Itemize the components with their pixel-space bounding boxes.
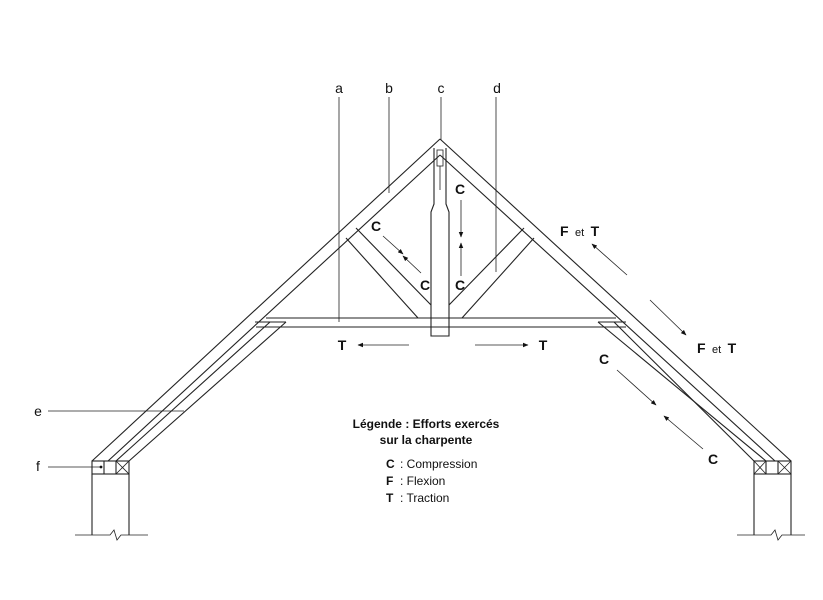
left-rafter (92, 139, 440, 461)
legend-text: : Traction (400, 491, 450, 505)
legend-item-compression (386, 456, 516, 473)
legend-title-line1: Légende : Efforts exercés (352, 417, 500, 431)
label-e: e (34, 403, 42, 419)
force-post-bottom: C (454, 277, 466, 293)
legend-item-traction (386, 490, 516, 507)
legend-item-flexion (386, 473, 516, 490)
left-common-rafter (116, 322, 286, 461)
wall-plate-left (92, 461, 129, 474)
left-strut (346, 228, 431, 318)
force-brace-top: C (598, 351, 610, 367)
legend (336, 416, 516, 507)
legend-text: : Flexion (400, 474, 446, 488)
wall-plate-right (754, 461, 791, 474)
tie-beam (256, 318, 626, 327)
right-rafter (440, 139, 791, 461)
right-strut (449, 228, 534, 318)
force-brace-bottom: C (707, 451, 719, 467)
legend-items (336, 456, 516, 507)
legend-key: T (386, 491, 394, 505)
legend-title (336, 416, 516, 448)
label-d: d (493, 80, 501, 96)
right-wall (737, 474, 805, 540)
label-a: a (335, 80, 343, 96)
label-f: f (36, 458, 40, 474)
left-wall (75, 474, 148, 540)
force-tie-left: T (337, 337, 347, 353)
force-tie-right: T (538, 337, 548, 353)
force-rafter-top: F et T (560, 223, 600, 239)
legend-title-line2: sur la charpente (379, 433, 473, 447)
right-common-rafter (598, 322, 766, 461)
label-c: c (437, 80, 445, 96)
force-rafter-bottom: F et T (697, 340, 737, 356)
force-left-strut-top: C (370, 218, 382, 234)
legend-key: F (386, 474, 394, 488)
force-left-strut-bottom: C (419, 277, 431, 293)
king-post (431, 148, 449, 336)
label-b: b (385, 80, 393, 96)
legend-text: : Compression (400, 457, 478, 471)
legend-key: C (386, 457, 395, 471)
force-post-top: C (454, 181, 466, 197)
